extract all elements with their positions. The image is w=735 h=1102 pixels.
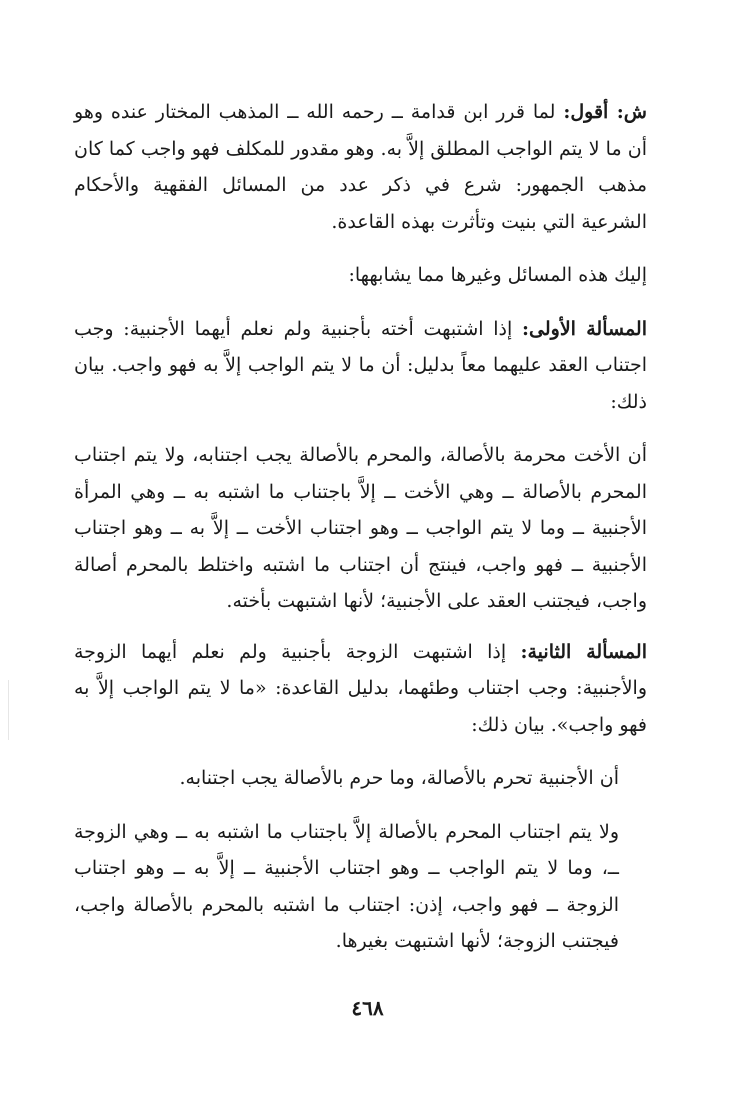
paragraph-issue-one-explanation xyxy=(74,437,647,620)
issue-two-text: إذا اشتبهت الزوجة بأجنبية ولم نعلم أيهما الزوجة والأجنبية: وجب اجتناب وطئهما، بدليل القاعدة: «ما لا يتم الواجب إلاَّ به فهو واجب». بيان ذلك: xyxy=(74,640,647,736)
paragraph-issue-one xyxy=(74,311,647,421)
issue-one-heading: المسألة الأولى: xyxy=(522,317,648,340)
issue-two-explanation-text: ولا يتم اجتناب المحرم بالأصالة إلاَّ باجتناب ما اشتبه به ــ وهي الزوجة ــ، وما لا يتم الواجب ــ وهو اجتناب الأجنبية ــ إلاَّ به ــ وهو اجتناب الزوجة ــ فهو واجب، إذن: اجتناب ما اشتبه بالمحرم بالأصالة واجب، فيجتنب الزوجة؛ لأنها اشتبهت بغيرها. xyxy=(74,820,619,952)
page-body xyxy=(74,94,647,960)
issue-two-heading: المسألة الثانية: xyxy=(520,640,647,663)
paragraph-intro-lead: ش: أقول: xyxy=(563,101,647,123)
paragraph-issue-two xyxy=(74,634,647,744)
issue-one-explanation-text: أن الأخت محرمة بالأصالة، والمحرم بالأصالة يجب اجتنابه، ولا يتم اجتناب المحرم بالأصالة ــ وهي الأخت ــ إلاَّ باجتناب ما اشتبه به ــ وهي المرأة الأجنبية ــ وما لا يتم الواجب ــ وهو اجتناب الأخت ــ إلاَّ به ــ وهو اجتناب الأجنبية ــ فهو واجب، فينتج أن اجتناب ما اشتبه واختلط بالمحرم أصالة واجب، فيجتنب العقد على الأجنبية؛ لأنها اشتبهت بأخته. xyxy=(74,444,647,612)
paragraph-list-intro-text: إليك هذه المسائل وغيرها مما يشابهها: xyxy=(348,264,647,286)
paragraph-issue-two-premise xyxy=(74,760,647,797)
paragraph-intro-text: لما قرر ابن قدامة ــ رحمه الله ــ المذهب المختار عنده وهو أن ما لا يتم الواجب المطلق إلاَّ به. وهو مقدور للمكلف فهو واجب كما كان مذهب الجمهور: شرع في ذكر عدد من المسائل الفقهية والأحكام الشرعية التي بنيت وتأثرت بهذه القاعدة. xyxy=(74,101,647,233)
paragraph-list-intro xyxy=(74,257,647,294)
scan-edge-line xyxy=(8,680,9,740)
paragraph-intro xyxy=(74,94,647,240)
page-number: ٤٦٨ xyxy=(351,996,384,1020)
paragraph-issue-two-explanation xyxy=(74,814,647,960)
issue-two-premise-text: أن الأجنبية تحرم بالأصالة، وما حرم بالأصالة يجب اجتنابه. xyxy=(179,767,619,789)
issue-one-text: إذا اشتبهت أخته بأجنبية ولم نعلم أيهما الأجنبية: وجب اجتناب العقد عليهما معاً بدليل: أن ما لا يتم الواجب إلاَّ به فهو واجب. بيان ذلك: xyxy=(74,317,647,413)
